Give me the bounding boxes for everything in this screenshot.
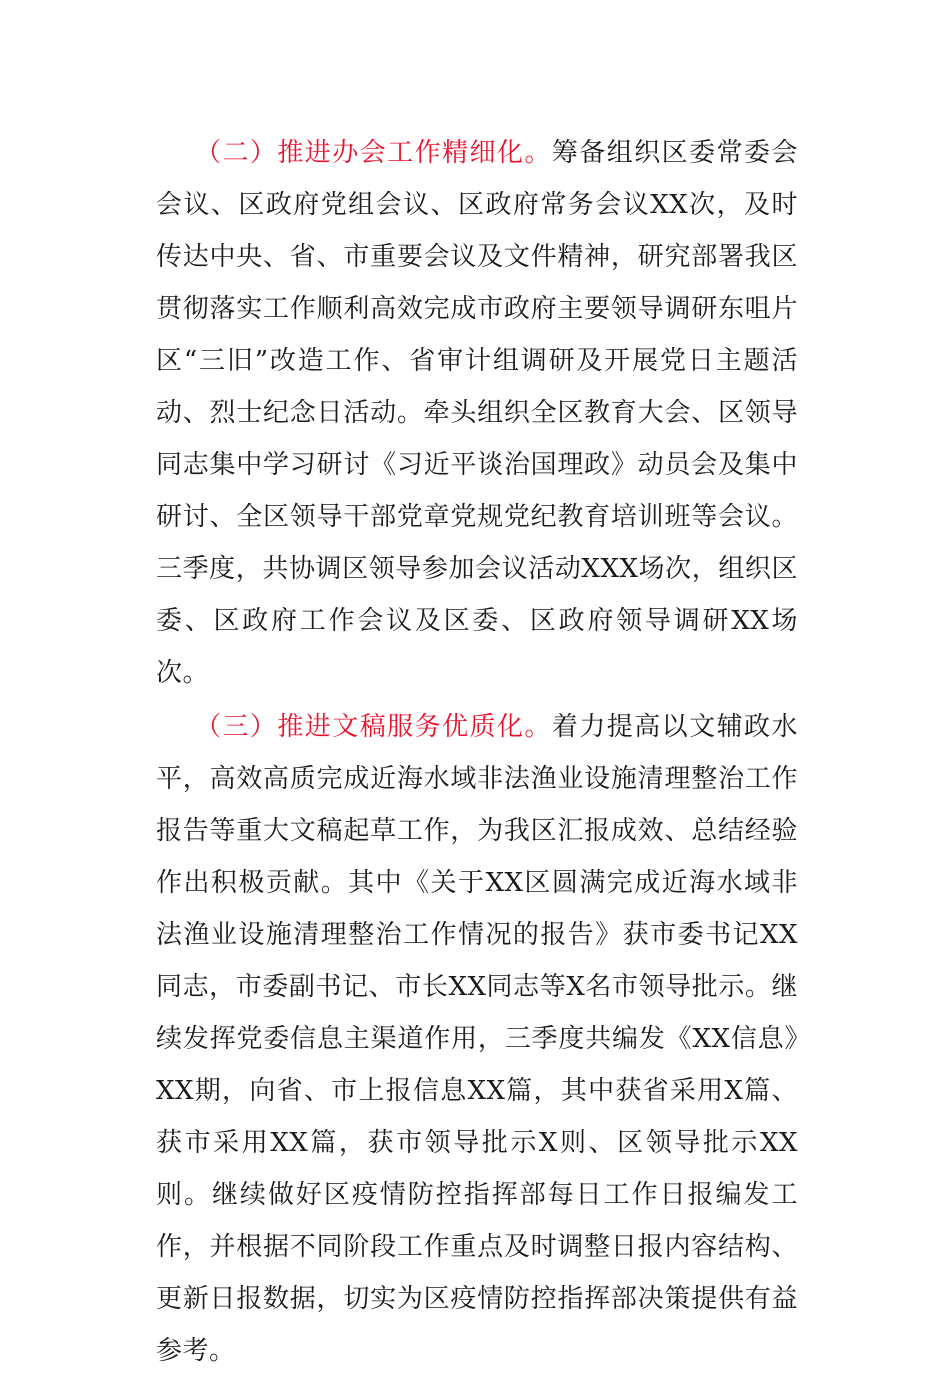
paragraph-meetings xyxy=(156,127,798,699)
paragraph-text-meetings: 筹备组织区委常委会会议、区政府党组会议、区政府常务会议XX次，及时传达中央、省、市重要会议及文件精神，研究部署我区贯彻落实工作顺利高效完成市政府主要领导调研东咀片区“三旧”改造工作、省审计组调研及开展党日主题活动、烈士纪念日活动。牵头组织全区教育大会、区领导同志集中学习研讨《习近平谈治国理政》动员会及集中研讨、全区领导干部党章党规党纪教育培训班等会议。三季度，共协调区领导参加会议活动XXX场次，组织区委、区政府工作会议及区委、区政府领导调研XX场次。 xyxy=(156,138,798,688)
section-heading-documents: （三）推进文稿服务优质化。 xyxy=(195,712,552,742)
paragraph-documents xyxy=(156,701,798,1377)
document-body xyxy=(156,127,798,1379)
paragraph-text-documents: 着力提高以文辅政水平，高效高质完成近海水域非法渔业设施清理整治工作报告等重大文稿起草工作，为我区汇报成效、总结经验作出积极贡献。其中《关于XX区圆满完成近海水域非法渔业设施清理整治工作情况的报告》获市委书记XX同志，市委副书记、市长XX同志等X名市领导批示。继续发挥党委信息主渠道作用，三季度共编发《XX信息》XX期，向省、市上报信息XX篇，其中获省采用X篇、获市采用XX篇，获市领导批示X则、区领导批示XX则。继续做好区疫情防控指挥部每日工作日报编发工作，并根据不同阶段工作重点及时调整日报内容结构、更新日报数据，切实为区疫情防控指挥部决策提供有益参考。 xyxy=(156,712,798,1366)
section-heading-meetings: （二）推进办会工作精细化。 xyxy=(195,138,552,168)
